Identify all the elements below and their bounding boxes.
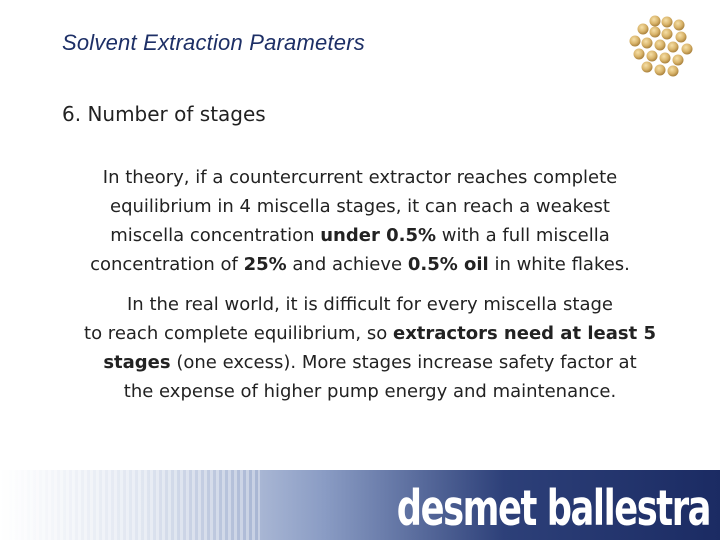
slide-title: Solvent Extraction Parameters [62, 30, 365, 55]
paragraph-line: equilibrium in 4 miscella stages, it can reach a weakest [110, 196, 610, 217]
brand-logo: desmet ballestra [396, 480, 710, 537]
paragraph-theory [60, 163, 660, 279]
paragraph-line: concentration of 25% and achieve 0.5% oil in white flakes. [90, 254, 630, 275]
soybeans-icon [625, 15, 697, 77]
paragraph-line: In theory, if a countercurrent extractor reaches complete [102, 167, 618, 188]
paragraph-line: stages (one excess). More stages increase safety factor at [103, 352, 637, 373]
paragraph-line: In the real world, it is difficult for every miscella stage [127, 294, 613, 315]
section-heading: 6. Number of stages [62, 102, 266, 126]
paragraph-line: to reach complete equilibrium, so extractors need at least 5 [84, 323, 656, 344]
paragraph-real-world [40, 290, 700, 406]
paragraph-line: miscella concentration under 0.5% with a full miscella [110, 225, 610, 246]
paragraph-line: the expense of higher pump energy and maintenance. [123, 381, 617, 402]
